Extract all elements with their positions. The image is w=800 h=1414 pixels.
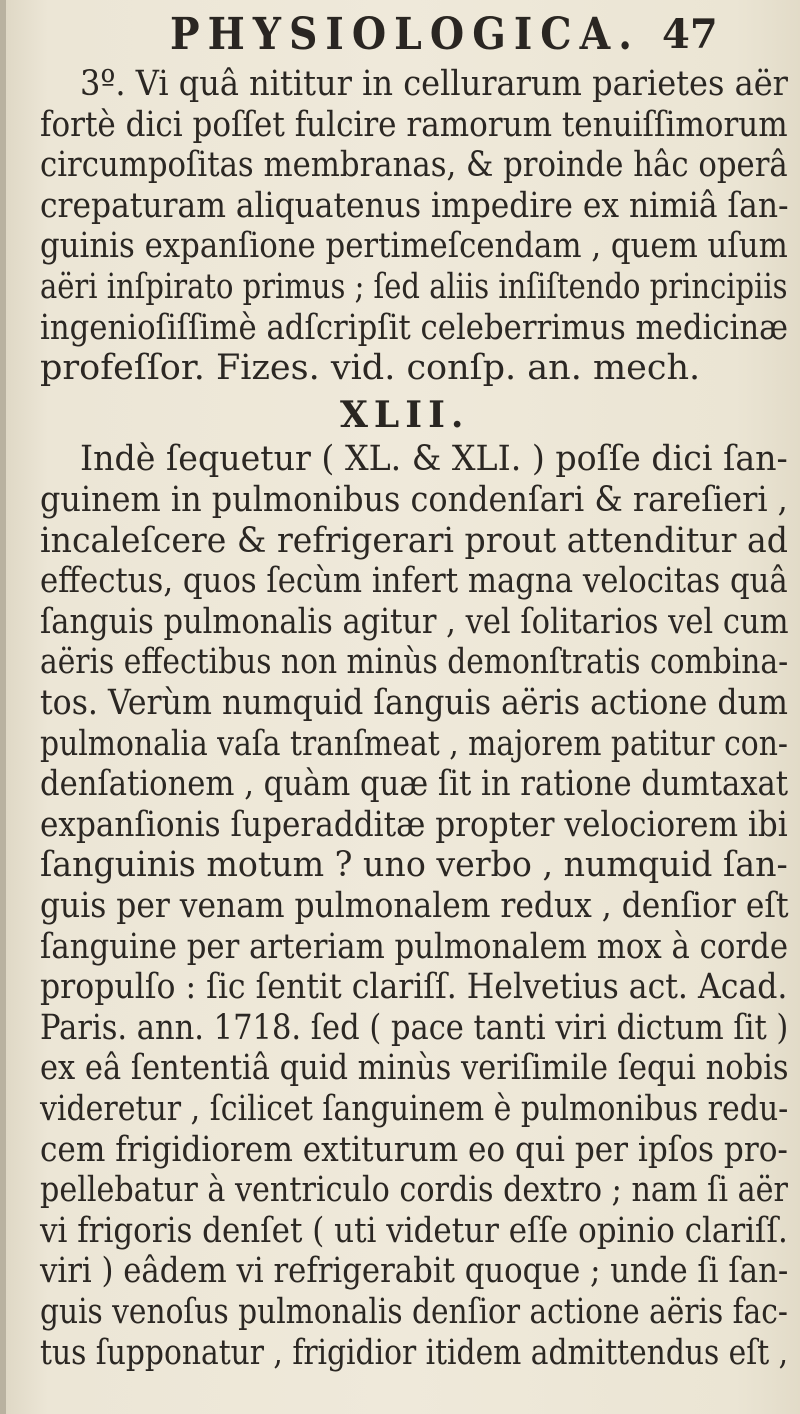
text-line: pellebatur à ventriculo cordis dextro ; nam ſi aër — [40, 1170, 788, 1211]
text-line: guis per venam pulmonalem redux , denſior eſt — [40, 886, 789, 926]
text-line: expanſionis ſuperadditæ propter velociorem ibi — [40, 804, 788, 845]
text-line: profeſſor. Fizes. vid. conſp. an. mech. — [40, 348, 701, 389]
text-line: aëris effectibus non minùs demonſtratis combina- — [40, 642, 789, 683]
text-line: circumpoſitas membranas, & proinde hâc operâ — [40, 145, 788, 186]
text-line: propulſo : ſic ſentit clariſſ. Helvetius act. Acad. — [40, 967, 788, 1008]
text-line: Indè ſequetur ( XL. & XLI. ) poſſe dici ſan- — [80, 439, 788, 480]
text-line: cem frigidiorem extiturum eo qui per ipſos pro- — [40, 1129, 788, 1170]
text-line: 3º. Vi quâ nititur in cellurarum parietes aër — [80, 64, 788, 104]
text-line: fortè dici poſſet fulcire ramorum tenuiſſimorum — [40, 104, 788, 145]
text-line: vi frigoris denſet ( uti videtur eſſe opinio clariſſ. — [40, 1210, 788, 1251]
text-line: effectus, quos ſecùm infert magna velocitas quâ — [40, 561, 788, 602]
text-line: ſanguis pulmonalis agitur , vel ſolitarios vel cum — [40, 601, 789, 642]
text-line: guinem in pulmonibus condenſari & rareſieri , — [40, 480, 788, 520]
text-line: ſanguinis motum ? uno verbo , numquid ſan- — [40, 845, 788, 886]
text-line: ſanguine per arteriam pulmonalem mox à corde — [40, 926, 789, 967]
page-number: 47 — [662, 11, 718, 58]
text-line: tos. Verùm numquid ſanguis aëris actione dum — [40, 683, 788, 723]
running-title: PHYSIOLOGICA. — [170, 9, 640, 60]
text-line: pulmonalia vaſa tranſmeat , majorem patitur con- — [40, 723, 788, 764]
section-heading: XLII. — [340, 393, 470, 436]
text-line: videretur , ſcilicet ſanguinem è pulmonibus redu- — [40, 1089, 789, 1129]
text-line: incaleſcere & refrigerari prout attenditur ad — [40, 520, 788, 561]
text-line: guis venoſus pulmonalis denſior actione aëris fac- — [40, 1292, 788, 1332]
text-line: aëri inſpirato primus ; ſed aliis inſiſtendo principiis — [40, 267, 788, 307]
page-edge — [0, 0, 6, 1414]
text-line: ingenioſiſſimè adſcripſit celeberrimus medicinæ — [40, 307, 789, 348]
text-line: denſationem , quàm quæ ſit in ratione dumtaxat — [40, 764, 789, 805]
text-line: tus ſupponatur , frigidior itidem admittendus eſt , — [40, 1332, 789, 1373]
text-line: guinis expanſione pertimeſcendam , quem uſum — [40, 226, 788, 267]
text-line: ex eâ ſententiâ quid minùs veriſimile ſequi nobis — [40, 1048, 789, 1089]
text-line: crepaturam aliquatenus impedire ex nimiâ ſan- — [40, 185, 789, 226]
text-line: Paris. ann. 1718. ſed ( pace tanti viri dictum ſit ) — [40, 1007, 789, 1048]
text-line: viri ) eâdem vi refrigerabit quoque ; unde ſi ſan- — [40, 1251, 789, 1292]
page-header — [0, 10, 800, 60]
